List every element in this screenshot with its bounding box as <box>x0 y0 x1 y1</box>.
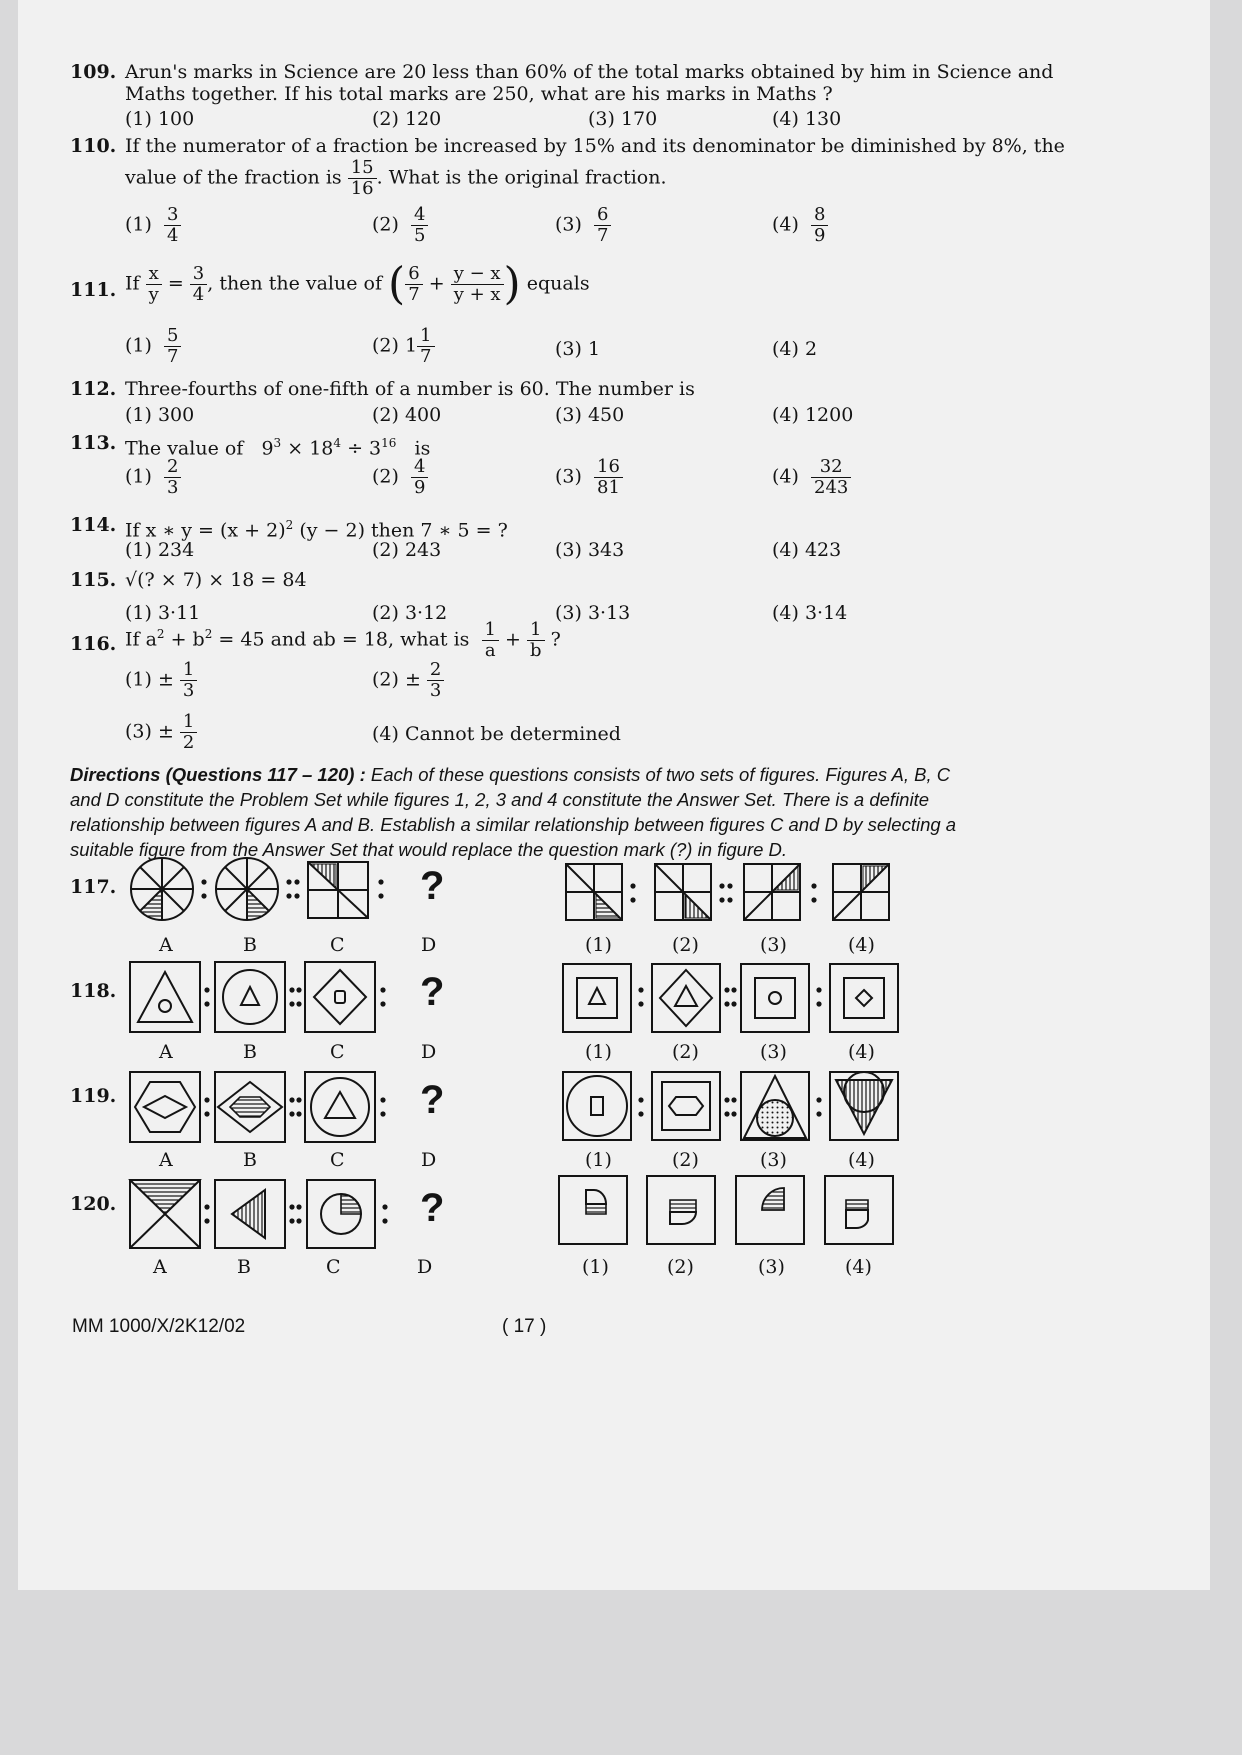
q110-line2: value of the fraction is $\frac{15}{16}$ . What is the original fraction. <box>125 157 667 199</box>
q120-label-3: (3) <box>758 1256 785 1278</box>
q110-line1: If the numerator of a fraction be increased by 15% and its denominator be diminished by 8%, the <box>125 135 1065 157</box>
q112-option-2[interactable]: (2) 400 <box>372 404 442 426</box>
q109-option-3[interactable]: (3) 170 <box>588 108 658 130</box>
q118-label-3: (3) <box>760 1041 787 1063</box>
q118-answer-1[interactable] <box>563 964 631 1032</box>
q114-number: 114. <box>70 514 117 536</box>
q118-answer-3[interactable] <box>741 964 809 1032</box>
q117-answer-3[interactable] <box>744 864 800 920</box>
q116-option-4[interactable]: (4) Cannot be determined <box>372 723 621 745</box>
q118-label-c: C <box>330 1041 345 1063</box>
q115-option-1[interactable]: (1) 3·11 <box>125 602 201 624</box>
q116-number: 116. <box>70 633 117 655</box>
q111-number: 111. <box>70 279 117 301</box>
q119-figure-c <box>305 1072 375 1142</box>
q113-stem: The value of $9^3 \times 18^4 \div 3^{16}$ is <box>125 436 431 460</box>
q112-option-1[interactable]: (1) 300 <box>125 404 195 426</box>
q112-number: 112. <box>70 378 117 400</box>
q111-option-3[interactable]: (3) 1 <box>555 338 601 360</box>
q113-option-4[interactable]: (4) $\frac{32}{243}$ <box>772 457 851 498</box>
q115-number: 115. <box>70 569 117 591</box>
q120-figure-c <box>307 1180 375 1248</box>
q117-label-3: (3) <box>760 934 787 956</box>
q117-label-4: (4) <box>848 934 875 956</box>
q120-answer-2[interactable] <box>647 1176 715 1244</box>
page-number: ( 17 ) <box>502 1316 547 1337</box>
q118-answer-4[interactable] <box>830 964 898 1032</box>
q120-label-b: B <box>237 1256 251 1278</box>
q119-label-1: (1) <box>585 1149 612 1171</box>
q117-figure-c <box>308 862 368 918</box>
q120-label-c: C <box>326 1256 341 1278</box>
q113-option-2[interactable]: (2) $\frac{4}{9}$ <box>372 457 428 498</box>
q117-answer-1[interactable] <box>566 864 622 920</box>
q110-option-4[interactable]: (4) $\frac{8}{9}$ <box>772 205 828 246</box>
q114-option-1[interactable]: (1) 234 <box>125 539 195 561</box>
q118-number: 118. <box>70 980 117 1002</box>
q117-question-mark: ? <box>420 864 445 908</box>
q118-question-mark: ? <box>420 970 445 1014</box>
q115-option-3[interactable]: (3) 3·13 <box>555 602 631 624</box>
q117-answer-2[interactable] <box>655 864 711 920</box>
q119-figure-b <box>215 1072 285 1142</box>
q110-option-2[interactable]: (2) $\frac{4}{5}$ <box>372 205 428 246</box>
q110-option-1[interactable]: (1) $\frac{3}{4}$ <box>125 205 181 246</box>
q120-answer-4[interactable] <box>825 1176 893 1244</box>
q110-number: 110. <box>70 135 117 157</box>
q118-label-4: (4) <box>848 1041 875 1063</box>
q117-label-d: D <box>421 934 437 956</box>
q114-option-2[interactable]: (2) 243 <box>372 539 442 561</box>
q115-option-4[interactable]: (4) 3·14 <box>772 602 848 624</box>
q119-label-4: (4) <box>848 1149 875 1171</box>
q114-stem: If x ∗ $y = (x + 2)^2$ (y − 2) then 7 ∗ 5 = ? <box>125 518 508 542</box>
q120-answer-3[interactable] <box>736 1176 804 1244</box>
q109-option-1[interactable]: (1) 100 <box>125 108 195 130</box>
q120-figure-b <box>215 1180 285 1248</box>
q119-answer-4[interactable] <box>830 1072 898 1140</box>
q117-label-1: (1) <box>585 934 612 956</box>
q109-option-4[interactable]: (4) 130 <box>772 108 842 130</box>
q111-stem: If $\frac{x}{y}$ = $\frac{3}{4}$ , then the value of ( $\frac{6}{7}$ + $\frac{y - x}{y + x}$ ) equals <box>125 258 590 310</box>
q111-option-4[interactable]: (4) 2 <box>772 338 818 360</box>
q117-label-b: B <box>243 934 257 956</box>
q109-option-2[interactable]: (2) 120 <box>372 108 442 130</box>
q112-stem: Three-fourths of one-fifth of a number is 60. The number is <box>125 378 695 400</box>
q118-answer-2[interactable] <box>652 964 720 1032</box>
q118-label-b: B <box>243 1041 257 1063</box>
figure-sets <box>0 850 1242 1270</box>
q119-label-3: (3) <box>760 1149 787 1171</box>
q118-label-d: D <box>421 1041 437 1063</box>
q119-answer-3[interactable] <box>741 1072 809 1140</box>
q114-option-4[interactable]: (4) 423 <box>772 539 842 561</box>
question-109: 109. <box>70 61 117 83</box>
q117-answer-4[interactable] <box>833 864 889 920</box>
directions-117-120: Directions (Questions 117 – 120) : Each of these questions consists of two sets of figures. Figures A, B, C and D constitute the Problem Set while figures 1, 2, 3 and 4 constitute the Answer Set. There is a definite relationship between figures A and B. Establish a similar relationship between figures C and D by selecting a suitable figure from the Answer Set that would replace the question mark (?) in figure D. <box>70 764 957 860</box>
q109-line1: Arun's marks in Science are 20 less than 60% of the total marks obtained by him in Science and <box>125 61 1054 83</box>
q120-label-d: D <box>417 1256 433 1278</box>
q117-figure-a <box>131 858 193 920</box>
q119-figure-a <box>130 1072 200 1142</box>
q109-line2: Maths together. If his total marks are 250, what are his marks in Maths ? <box>125 83 833 105</box>
q120-question-mark: ? <box>420 1186 445 1230</box>
q120-number: 120. <box>70 1193 117 1215</box>
q112-option-3[interactable]: (3) 450 <box>555 404 625 426</box>
q110-option-3[interactable]: (3) $\frac{6}{7}$ <box>555 205 611 246</box>
q120-label-a: A <box>153 1256 167 1278</box>
q115-stem: √(? × 7) × 18 = 84 <box>125 569 307 591</box>
q117-label-c: C <box>330 934 345 956</box>
q111-option-1[interactable]: (1) $\frac{5}{7}$ <box>125 326 181 367</box>
q110-given-fraction: $\frac{15}{16}$ <box>348 158 377 199</box>
q118-label-2: (2) <box>672 1041 699 1063</box>
q113-option-3[interactable]: (3) $\frac{16}{81}$ <box>555 457 623 498</box>
q117-figure-b <box>216 858 278 920</box>
q116-option-2[interactable]: (2) ± $\frac{2}{3}$ <box>372 660 444 701</box>
q119-label-c: C <box>330 1149 345 1171</box>
q114-option-3[interactable]: (3) 343 <box>555 539 625 561</box>
q111-option-2[interactable]: (2) 1 $\frac{1}{7}$ <box>372 326 435 367</box>
q120-answer-1[interactable] <box>559 1176 627 1244</box>
q118-figure-a <box>130 962 200 1032</box>
paper-code: MM 1000/X/2K12/02 <box>72 1316 246 1337</box>
q112-option-4[interactable]: (4) 1200 <box>772 404 854 426</box>
q119-label-a: A <box>159 1149 173 1171</box>
q116-stem: If $a^2 + b^2 = 45$ and ab = 18, what is $\frac{1}{a}$ + $\frac{1}{b}$ ? <box>125 619 561 661</box>
q116-option-3[interactable]: (3) ± $\frac{1}{2}$ <box>125 712 197 753</box>
q119-label-2: (2) <box>672 1149 699 1171</box>
q115-option-2[interactable]: (2) 3·12 <box>372 602 448 624</box>
q119-answer-2[interactable] <box>652 1072 720 1140</box>
q119-label-d: D <box>421 1149 437 1171</box>
q119-number: 119. <box>70 1085 117 1107</box>
q119-label-b: B <box>243 1149 257 1171</box>
q119-answer-1[interactable] <box>563 1072 631 1140</box>
q117-label-2: (2) <box>672 934 699 956</box>
q118-label-a: A <box>159 1041 173 1063</box>
q113-number: 113. <box>70 432 117 454</box>
q120-label-1: (1) <box>582 1256 609 1278</box>
separator-marks <box>201 879 821 1223</box>
q119-question-mark: ? <box>420 1078 445 1122</box>
q118-figure-c <box>305 962 375 1032</box>
q120-figure-a <box>130 1180 200 1248</box>
q120-label-2: (2) <box>667 1256 694 1278</box>
q116-option-1[interactable]: (1) ± $\frac{1}{3}$ <box>125 660 197 701</box>
q117-label-a: A <box>159 934 173 956</box>
q117-number: 117. <box>70 876 117 898</box>
q118-figure-b <box>215 962 285 1032</box>
q118-label-1: (1) <box>585 1041 612 1063</box>
q113-option-1[interactable]: (1) $\frac{2}{3}$ <box>125 457 181 498</box>
q120-label-4: (4) <box>845 1256 872 1278</box>
